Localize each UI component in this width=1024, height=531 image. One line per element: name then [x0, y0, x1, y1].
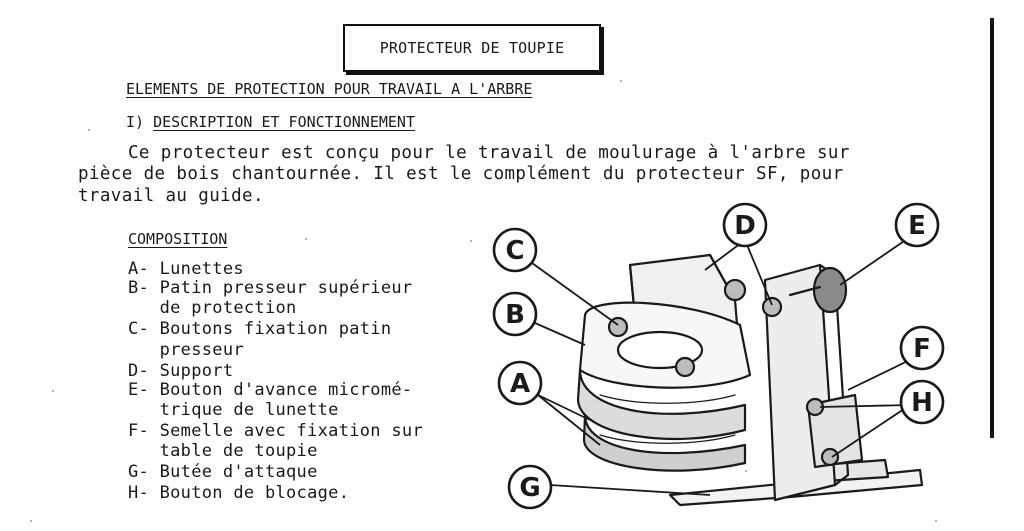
page-title	[343, 24, 601, 72]
composition-item-g: G- Butée d'attaque	[128, 462, 318, 482]
leader-line-c	[532, 263, 618, 325]
protector-illustration	[490, 195, 990, 525]
description-line-2: pièce de bois chantournée. Il est le complément du protecteur SF, pour	[78, 164, 844, 184]
subheading-number: I)	[126, 113, 145, 131]
page-edge-rule	[990, 18, 994, 438]
composition-item-b: B- Patin presseur supérieur	[128, 278, 413, 298]
composition-item-f-cont: table de toupie	[128, 441, 318, 461]
composition-item-f: F- Semelle avec fixation sur	[128, 421, 423, 441]
callout-label-g: G	[519, 473, 541, 503]
composition-item-c-cont: presseur	[128, 340, 244, 360]
composition-item-h: H- Bouton de blocage.	[128, 483, 350, 503]
composition-item-d: D- Support	[128, 361, 234, 381]
callout-label-f: F	[913, 334, 931, 364]
composition-item-a: A- Lunettes	[128, 259, 244, 279]
subheading	[126, 113, 415, 131]
callout-label-e: E	[908, 211, 926, 241]
callout-label-a: A	[509, 369, 531, 399]
section-heading: ELEMENTS DE PROTECTION POUR TRAVAIL A L'ARBRE	[126, 80, 533, 98]
callout-label-b: B	[505, 300, 525, 330]
composition-item-b-cont: de protection	[128, 298, 297, 318]
description-line-1: Ce protecteur est conçu pour le travail de moulurage à l'arbre sur	[128, 143, 850, 163]
description-line-3: travail au guide.	[78, 186, 264, 206]
callout-label-h: H	[911, 388, 933, 418]
composition-item-e: E- Bouton d'avance micromé-	[128, 380, 413, 400]
leader-line-b	[535, 323, 585, 345]
leader-line-g	[550, 485, 710, 495]
callout-label-c: C	[505, 236, 525, 266]
subheading-text: DESCRIPTION ET FONCTIONNEMENT	[153, 113, 415, 131]
callout-label-d: D	[734, 211, 756, 241]
composition-item-c: C- Boutons fixation patin	[128, 319, 392, 339]
page-title-text: PROTECTEUR DE TOUPIE	[379, 39, 565, 57]
composition-heading: COMPOSITION	[128, 230, 228, 248]
leader-line-e	[840, 237, 910, 285]
composition-item-e-cont: trique de lunette	[128, 400, 339, 420]
